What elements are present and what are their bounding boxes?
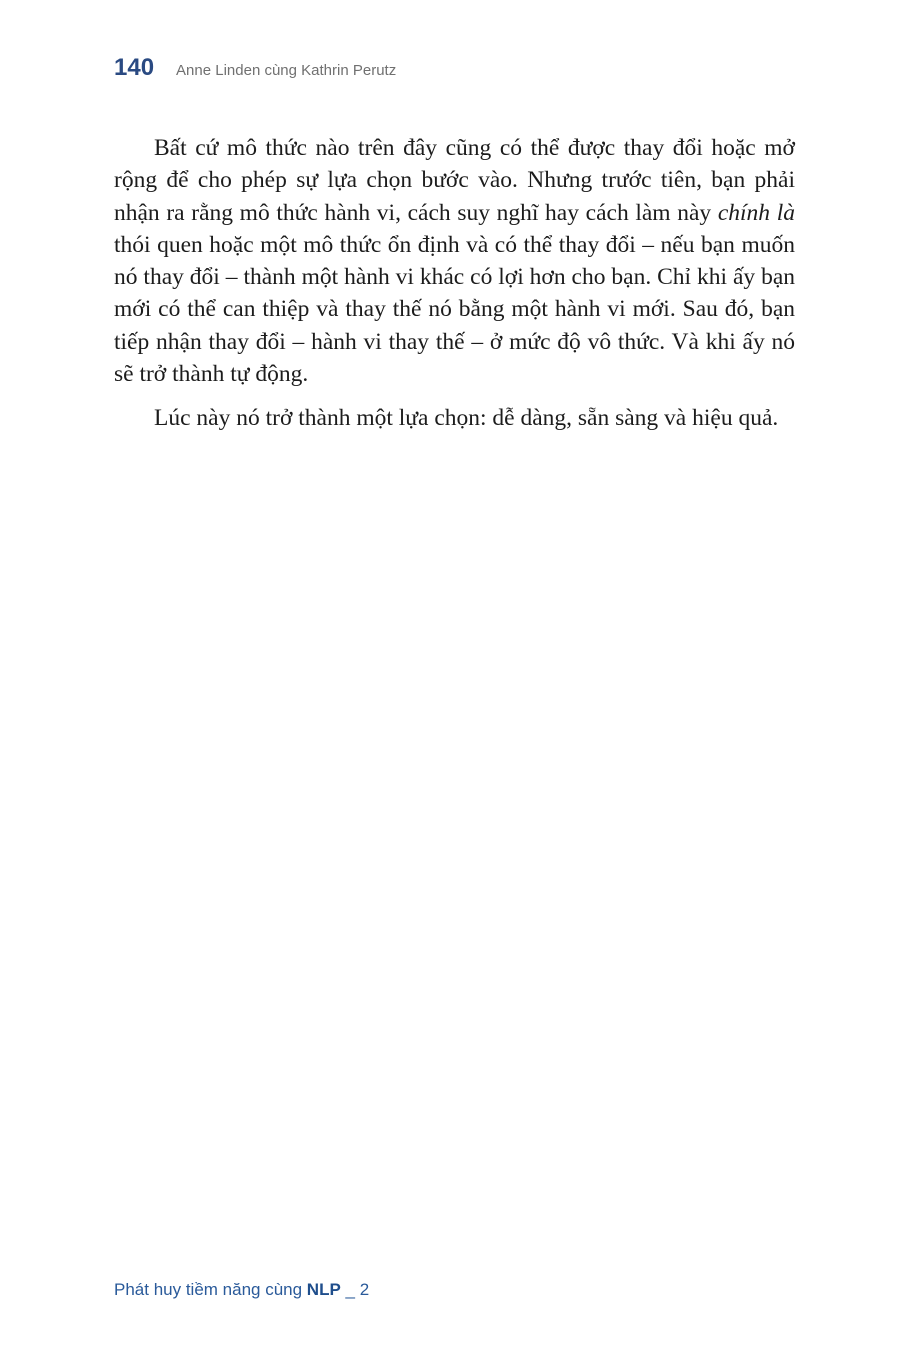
paragraph-1: [114, 132, 795, 390]
series-title-prefix: Phát huy tiềm năng cùng: [114, 1280, 307, 1299]
series-title-brand: NLP: [306, 1280, 341, 1299]
series-title-suffix: _ 2: [340, 1280, 370, 1299]
paragraph-2: Lúc này nó trở thành một lựa chọn: dễ dàng, sẵn sàng và hiệu quả.: [154, 405, 779, 432]
paragraph-1-emphasis: chính là: [717, 199, 795, 226]
page-footer: [114, 1280, 369, 1300]
page-header: [114, 54, 396, 82]
body-text: [114, 132, 795, 447]
paragraph-1-part-b: thói quen hoặc một mô thức ổn định và có thể thay đổi – nếu bạn muốn nó thay đổi – thành một hành vi khác có lợi hơn cho bạn. Chỉ khi ấy bạn mới có thể can thiệp và thay thế nó bằng một hành vi mới. Sau đó, bạn tiếp nhận thay đổi – hành vi thay thế – ở mức độ vô thức. Và khi ấy nó sẽ trở thành tự động.: [114, 231, 795, 388]
page-number: 140: [114, 54, 155, 81]
paragraph-1-part-a: Bất cứ mô thức nào trên đây cũng có thể được thay đổi hoặc mở rộng để cho phép sự lựa chọn bước vào. Nhưng trước tiên, bạn phải nhận ra rằng mô thức hành vi, cách suy nghĩ hay cách làm này: [114, 135, 795, 226]
running-head: Anne Linden cùng Kathrin Perutz: [176, 62, 397, 79]
